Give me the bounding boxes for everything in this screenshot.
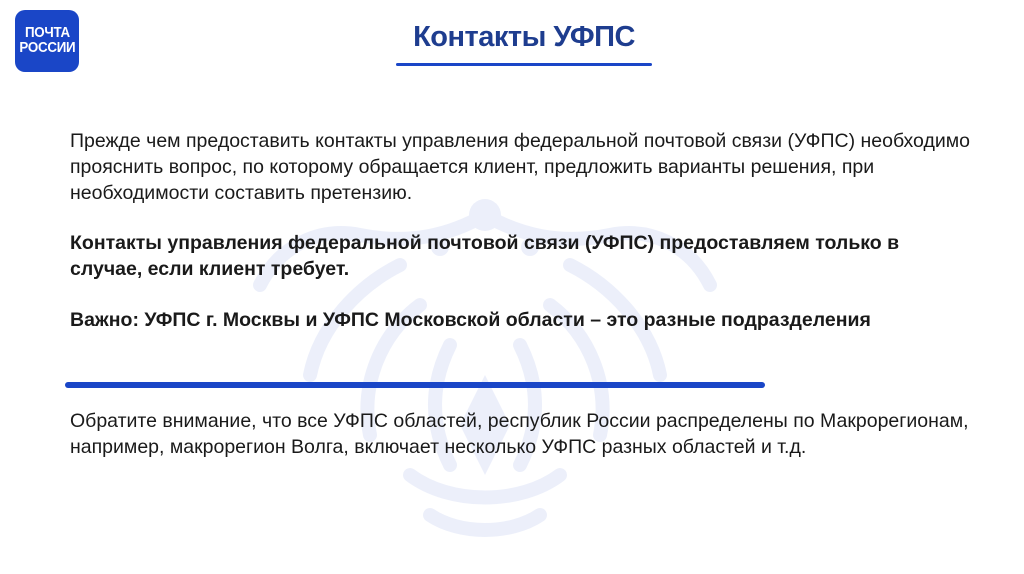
pochta-rossii-logo-icon[interactable] bbox=[15, 10, 79, 72]
intro-paragraph: Прежде чем предоставить контакты управления федеральной почтовой связи (УФПС) необходимо прояснить вопрос, по которому обращается клиент, предложить варианты решения, при необходимости составить претензию. bbox=[70, 130, 970, 204]
section-divider bbox=[65, 382, 765, 388]
macroregion-note-paragraph: Обратите внимание, что все УФПС областей, республик России распределены по Макрорегионам, например, макрорегион Волга, включает несколько УФПС разных областей и т.д. bbox=[70, 410, 969, 458]
contacts-policy-paragraph: Контакты управления федеральной почтовой связи (УФПС) предоставляем только в случае, если клиент требует. bbox=[70, 232, 900, 280]
page-title: Контакты УФПС bbox=[413, 21, 635, 53]
title-underline bbox=[396, 63, 652, 66]
logo-line-2: РОССИИ bbox=[19, 40, 75, 56]
logo-line-1: ПОЧТА bbox=[24, 25, 70, 41]
important-note-paragraph: Важно: УФПС г. Москвы и УФПС Московской области – это разные подразделения bbox=[70, 309, 871, 331]
